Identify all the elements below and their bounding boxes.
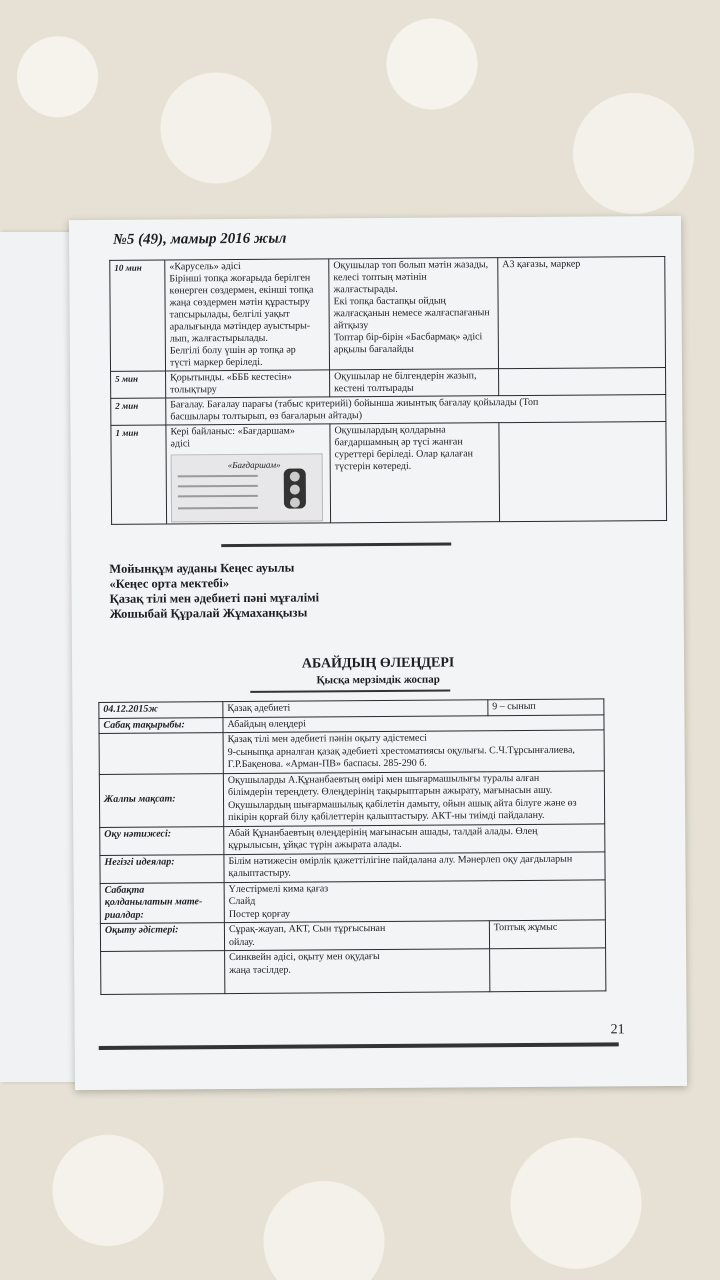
ornament-divider [221, 542, 451, 547]
resource-cell: А3 қағазы, маркер [498, 256, 666, 368]
footer-rule [99, 1042, 619, 1050]
table-row [101, 948, 606, 995]
date-cell: 04.12.2015ж [99, 702, 223, 718]
resource-cell [499, 367, 666, 395]
document-page [69, 216, 687, 1090]
author-block: Мойынқұм ауданы Кеңес ауылы «Кеңес орта мектебі» Қазақ тілі мен әдебиеті пәні мұғалімі Жошыбай Құралай Жұмаханқызы [109, 560, 320, 621]
methods-value-c: Синквейн әдісі, оқыту мен оқудағы жаңа тәсілдер. [225, 949, 490, 994]
student-cell: Оқушылар топ болып мәтін жазады, келесі топтың мәтінін жалғастырады. Екі топқа бастапқы ойдың жалғасқанын немесе жалғаспағанын айтқызу Топтар бір-бірін «Басбармақ» әдісі арқылы бағалайды [329, 258, 499, 370]
student-cell: Оқушылар не білгендерін жазып, кестені толтырады [330, 369, 499, 397]
goal-label: Жалпы мақсат: [99, 773, 223, 827]
table-row [110, 256, 666, 371]
assessment-cell: Бағалау. Бағалау парағы (табыс критерийі) бойынша жиынтық бағалау қойылады (Топ басшылары толтырып, өз бағаларын айтады) [166, 394, 666, 424]
goal-value: Оқушыларды А.Құнанбаевтың өмірі мен шығармашылығы туралы алған білімдерін тереңдету. Өлеңдерінің тақырыптарын ажырату, мағынасын ашу. Оқушылардың шығармашылық қабілетін дамыту, ойын ашық айта білуге және өз пікірін қорғай білу қабілеттерін қалыптастыру. АКТ-ны тиімді пайдалану. [223, 770, 604, 826]
plan-table [98, 698, 606, 995]
table-row [111, 394, 666, 425]
time-cell: 10 мин [110, 260, 166, 371]
materials-value: Үлестірмелі кима қағаз Слайд Постер қорғау [224, 879, 605, 922]
empty-cell [489, 948, 606, 992]
table-row [100, 879, 605, 923]
methods-label: Оқыту әдістері: [100, 923, 224, 952]
page-number: 21 [610, 1022, 625, 1038]
teacher-cell: Қорытынды. «БББ кестесін» толықтыру [166, 370, 330, 398]
grade-cell: 9 – сынып [488, 699, 604, 715]
materials-label: Сабақта қолданылатын мате- риалдар: [100, 882, 224, 923]
article-subtitle: Қысқа мерзімдік жоспар [316, 673, 440, 687]
lesson-table [109, 256, 667, 525]
table-row [111, 421, 667, 524]
empty-label [101, 951, 225, 995]
table-row [100, 920, 605, 952]
teacher-cell: «Карусель» әдісі Бірінші топқа жоғарыда берілген көнерген сөздермен, екінші топқа жаңа сөздермен мәтін құрастыру тапсырылады, белгілі уақыт аралығында мәтіндер ауыстыры- лып, жалғастырылады. Белгілі болу үшін әр топқа әр түсті маркер беріледі. [165, 259, 330, 371]
methods-value-a: Сұрақ-жауап, АКТ, Сын тұрғысынан ойлау. [224, 921, 489, 951]
ideas-label: Негізгі идеялар: [100, 854, 224, 883]
topic-label: Сабақ тақырыбы: [99, 717, 223, 733]
table-row [100, 823, 605, 855]
issue-header: №5 (49), мамыр 2016 жыл [113, 230, 287, 248]
ideas-value: Білім нәтижесін өмірлік қажеттілігіне пайдалана алу. Мәнерлеп оқу дағдыларын қалыптастыру. [224, 851, 605, 882]
teacher-cell: Кері байланыс: «Бағдаршам» әдісі «Бағдаршам» [166, 424, 331, 524]
methods-value-b: Топтық жұмыс [489, 920, 605, 949]
table-row [100, 851, 605, 883]
traffic-light-icon [284, 469, 306, 509]
outcome-label: Оқу нәтижесі: [100, 826, 224, 855]
subject-cell: Қазақ әдебиеті [223, 700, 488, 717]
time-cell: 1 мин [111, 425, 167, 524]
topic-value: Абайдың өлеңдері [223, 714, 604, 732]
table-row [99, 730, 604, 774]
basis-value: Қазақ тілі мен әдебиеті пәнін оқыту әдістемесі 9-сыныпқа арналған қазақ әдебиеті хрестоматиясы оқулығы. С.Ч.Тұрсынғалиева, Г.Р.Бақенова. «Арман-ПВ» баспасы. 285-290 б. [223, 730, 604, 773]
table-row [99, 770, 604, 827]
title-divider [250, 689, 450, 692]
student-cell: Оқушылардың қолдарына бағдаршамның әр түсі жанған суреттері беріледі. Олар қалаған түстерін көтереді. [330, 423, 500, 523]
article-title: АБАЙДЫҢ ӨЛЕҢДЕРІ [301, 655, 455, 672]
outcome-value: Абай Құнанбаевтың өлеңдерінің мағынасын ашады, талдай алады. Өлең құрылысын, ұйқас түрін ажырата алады. [224, 823, 605, 854]
resource-cell [499, 421, 667, 521]
basis-label [99, 733, 223, 774]
time-cell: 5 мин [111, 371, 166, 398]
table-row [111, 367, 666, 398]
traffic-light-picture: «Бағдаршам» [171, 453, 323, 522]
time-cell: 2 мин [111, 398, 166, 425]
